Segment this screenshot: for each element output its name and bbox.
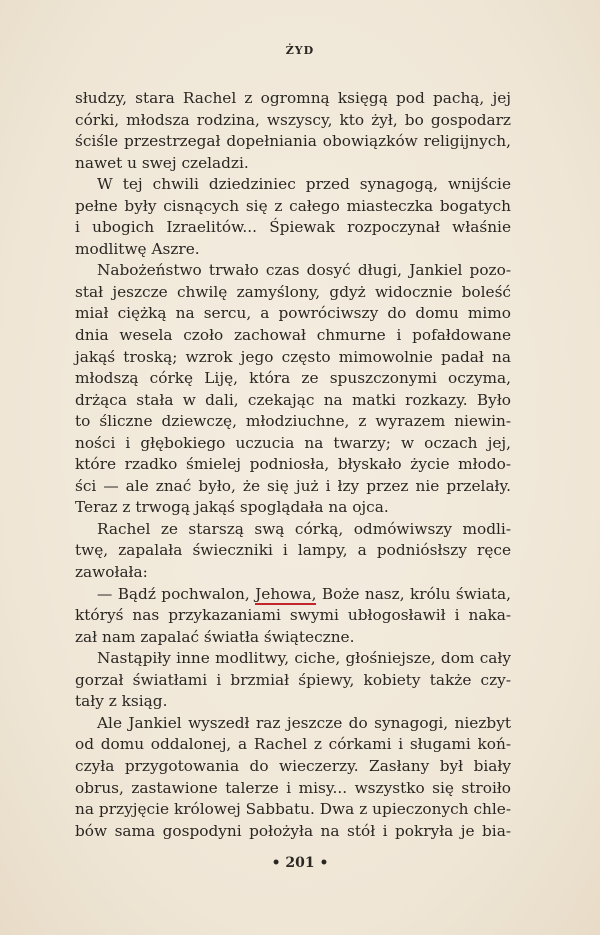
running-header: ŻYD [285, 44, 315, 57]
text-line: to śliczne dziewczę, młodziuchne, z wyrazem niewin- [75, 412, 511, 431]
text-line: Rachel ze starszą swą córką, odmówiwszy modli- [97, 519, 511, 538]
body-text [75, 88, 511, 842]
text-line: nawet u swej czeladzi. [75, 153, 249, 172]
text-line: na przyjęcie królowej Sabbatu. Dwa z upieczonych chle- [75, 800, 511, 819]
text-line: obrus, zastawione talerze i misy... wszystko się stroiło [75, 778, 511, 797]
text-line: — Bądź pochwalon, Jehowa, Boże nasz, królu świata, [97, 584, 511, 603]
text-line: drżąca stała w dali, czekając na matki rozkazy. Było [75, 390, 511, 409]
text-line: gorzał światłami i brzmiał śpiewy, kobiety także czy- [75, 670, 511, 689]
text-line: ści — ale znać było, że się już i łzy przez nie przelały. [75, 476, 511, 495]
text-line: tały z ksiąg. [75, 692, 168, 711]
text-line: W tej chwili dziedziniec przed synagogą, wnijście [97, 175, 511, 194]
text-line: zawołała: [75, 563, 148, 582]
text-line: stał jeszcze chwilę zamyślony, gdyż widocznie boleść [75, 282, 511, 301]
text-line: od domu oddalonej, a Rachel z córkami i sługami koń- [75, 735, 511, 754]
page-number: • 201 • [271, 855, 329, 871]
text-line: które rzadko śmielej podniosła, błyskało życie młodo- [75, 455, 511, 474]
text-line: czyła przygotowania do wieczerzy. Zasłany był biały [75, 756, 511, 775]
text-line: Nabożeństwo trwało czas dosyć długi, Jankiel pozo- [97, 261, 511, 280]
text-line: Teraz z trwogą jakąś spoglądała na ojca. [75, 498, 389, 517]
text-line: młodszą córkę Liję, która ze spuszczonymi oczyma, [75, 369, 511, 388]
text-line: córki, młodsza rodzina, wszyscy, kto żył, bo gospodarz [75, 110, 511, 129]
text-line: ściśle przestrzegał dopełniania obowiązków religijnych, [75, 132, 511, 151]
text-line: modlitwę Aszre. [75, 239, 200, 258]
text-line: dnia wesela czoło zachował chmurne i pofałdowane [75, 326, 511, 345]
text-line: jakąś troską; wzrok jego często mimowolnie padał na [75, 347, 511, 366]
underlined-word: Jehowa, [255, 584, 317, 603]
text-line: miał ciężką na sercu, a powróciwszy do domu mimo [75, 304, 511, 323]
text-line: bów sama gospodyni położyła na stół i pokryła je bia- [75, 821, 511, 840]
text-line: pełne były cisnących się z całego miasteczka bogatych [75, 196, 511, 215]
text-line: zał nam zapalać światła świąteczne. [75, 627, 355, 646]
text-line: któryś nas przykazaniami swymi ubłogosławił i naka- [75, 606, 511, 625]
text-line: i ubogich Izraelitów... Śpiewak rozpoczynał właśnie [75, 218, 511, 237]
text-line: Nastąpiły inne modlitwy, ciche, głośniejsze, dom cały [97, 649, 511, 668]
text-line: ności i głębokiego uczucia na twarzy; w oczach jej, [75, 433, 511, 452]
text-line: słudzy, stara Rachel z ogromną księgą pod pachą, jej [75, 89, 511, 107]
text-line: Ale Jankiel wyszedł raz jeszcze do synagogi, niezbyt [97, 713, 511, 732]
text-line: twę, zapalała świeczniki i lampy, a podniósłszy ręce [75, 541, 511, 560]
